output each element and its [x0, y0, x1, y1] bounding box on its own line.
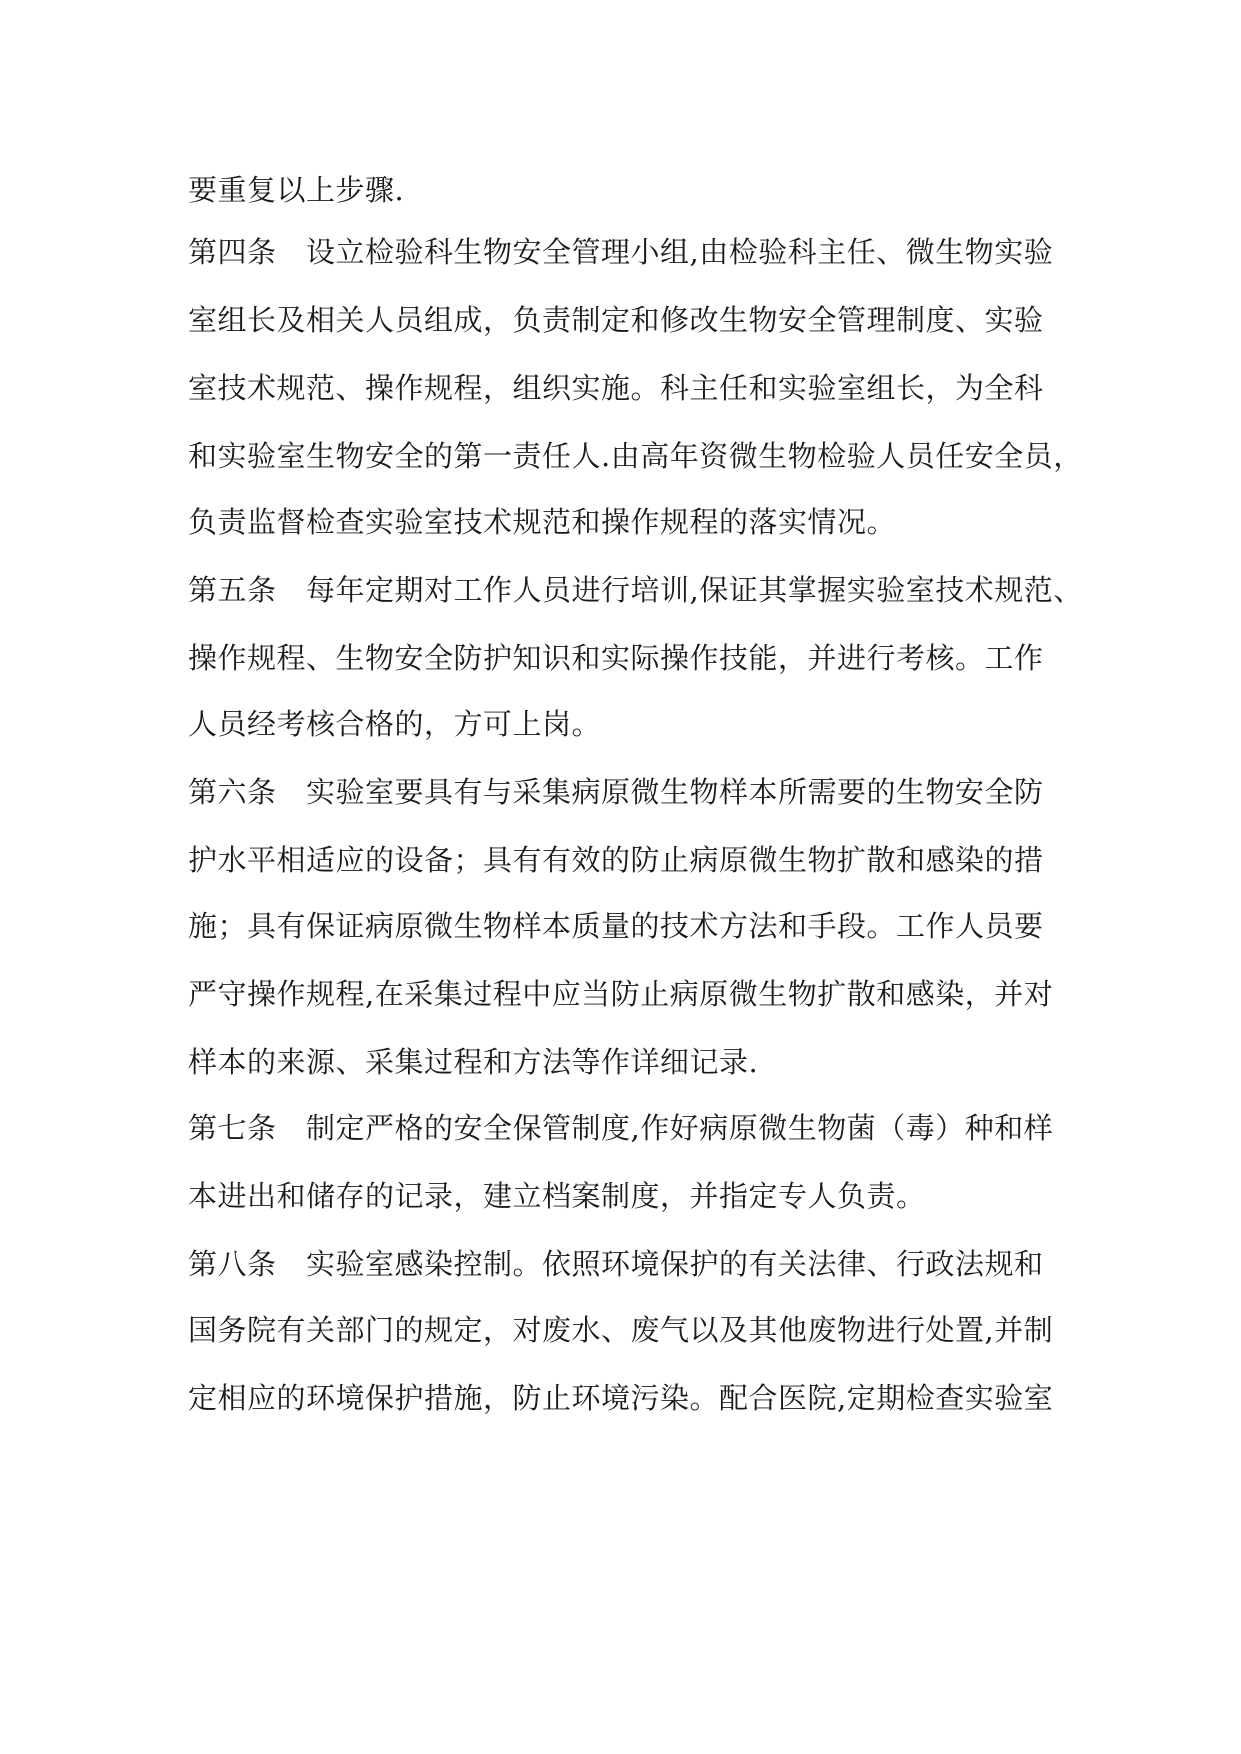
text-line: 定相应的环境保护措施，防止环境污染。配合医院,定期检查实验室	[188, 1381, 1054, 1415]
text-line: 严守操作规程,在采集过程中应当防止病原微生物扩散和感染，并对	[188, 977, 1054, 1011]
text-line: 第六条 实验室要具有与采集病原微生物样本所需要的生物安全防	[188, 775, 1044, 809]
text-line: 操作规程、生物安全防护知识和实际操作技能，并进行考核。工作	[188, 641, 1044, 675]
text-line: 室组长及相关人员组成，负责制定和修改生物安全管理制度、实验	[188, 303, 1044, 337]
text-line: 要重复以上步骤.	[188, 173, 405, 207]
text-line: 第八条 实验室感染控制。依照环境保护的有关法律、行政法规和	[188, 1247, 1044, 1281]
text-line: 室技术规范、操作规程，组织实施。科主任和实验室组长，为全科	[188, 371, 1044, 405]
text-line: 第五条 每年定期对工作人员进行培训,保证其掌握实验室技术规范、	[188, 573, 1083, 607]
text-line: 本进出和储存的记录，建立档案制度，并指定专人负责。	[188, 1179, 926, 1213]
text-line: 护水平相适应的设备；具有有效的防止病原微生物扩散和感染的措	[188, 843, 1044, 877]
text-line: 施；具有保证病原微生物样本质量的技术方法和手段。工作人员要	[188, 909, 1044, 943]
text-line: 第四条 设立检验科生物安全管理小组,由检验科主任、微生物实验	[188, 235, 1054, 269]
text-line: 和实验室生物安全的第一责任人.由高年资微生物检验人员任安全员，	[188, 439, 1083, 473]
text-line: 负责监督检查实验室技术规范和操作规程的落实情况。	[188, 505, 897, 539]
text-line: 人员经考核合格的，方可上岗。	[188, 707, 602, 741]
text-line: 样本的来源、采集过程和方法等作详细记录.	[188, 1045, 759, 1079]
text-line: 第七条 制定严格的安全保管制度,作好病原微生物菌（毒）种和样	[188, 1111, 1054, 1145]
text-line: 国务院有关部门的规定，对废水、废气以及其他废物进行处置,并制	[188, 1313, 1054, 1347]
